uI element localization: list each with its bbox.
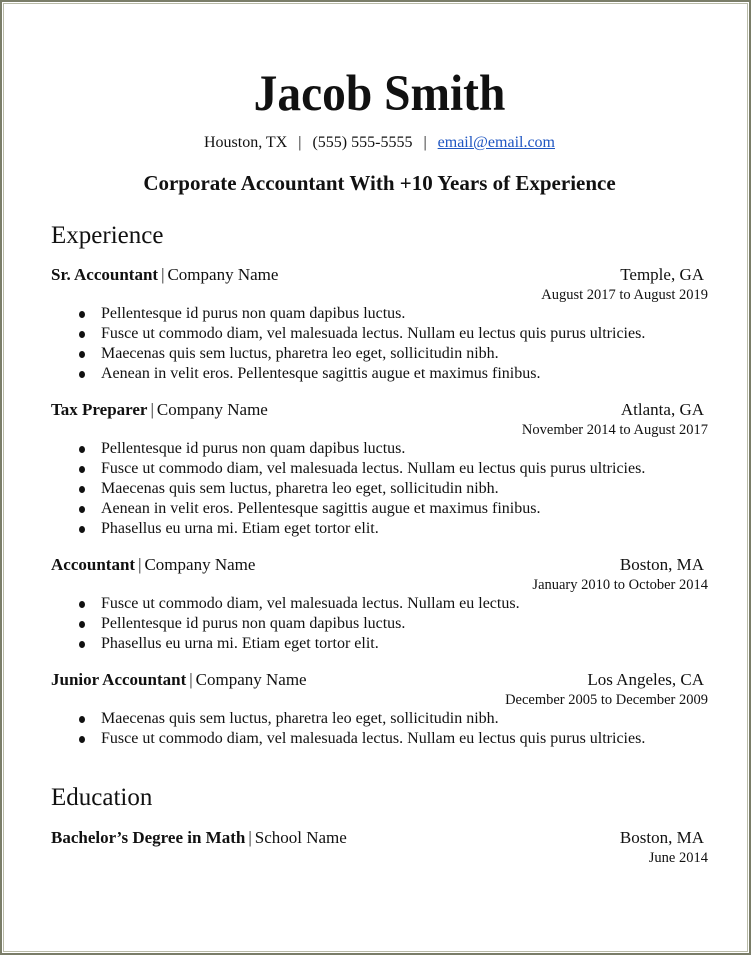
job-bullets [51,304,708,384]
list-item: Maecenas quis sem luctus, pharetra leo eget, sollicitudin nibh. [101,479,708,499]
pipe-separator: | [161,265,165,284]
list-item: Pellentesque id purus non quam dapibus luctus. [101,614,708,634]
job-entry [51,400,708,539]
job-entry [51,265,708,384]
list-item: Fusce ut commodo diam, vel malesuada lectus. Nullam eu lectus quis purus ultricies. [101,729,708,749]
education-location: Boston, MA [619,828,704,847]
job-bullets [51,439,708,539]
company-name: Company Name [167,265,279,284]
pipe-separator: | [138,555,142,574]
job-bullets [51,709,708,749]
contact-separator: | [423,134,427,151]
degree-school [51,828,347,848]
list-item: Fusce ut commodo diam, vel malesuada lectus. Nullam eu lectus quis purus ultricies. [101,459,708,479]
job-bullets [51,594,708,654]
company-name: Company Name [156,400,268,419]
job-location: Atlanta, GA [620,400,704,419]
company-name: Company Name [195,670,307,689]
job-title: Junior Accountant [51,670,187,689]
education-header [51,828,708,848]
list-item: Fusce ut commodo diam, vel malesuada lectus. Nullam eu lectus. [101,594,708,614]
section-title-experience: Experience [51,222,164,249]
list-item: Pellentesque id purus non quam dapibus luctus. [101,439,708,459]
pipe-separator: | [248,828,252,847]
job-title-company [51,670,307,690]
list-item: Maecenas quis sem luctus, pharetra leo eget, sollicitudin nibh. [101,709,708,729]
school-name: School Name [254,828,347,847]
degree-title: Bachelor’s Degree in Math [51,828,246,847]
job-header [51,400,708,420]
company-name: Company Name [144,555,256,574]
job-title-company [51,400,268,420]
contact-separator: | [298,134,302,151]
list-item: Pellentesque id purus non quam dapibus luctus. [101,304,708,324]
job-title-company [51,265,278,285]
job-title: Accountant [51,555,136,574]
resume-headline: Corporate Accountant With +10 Years of Experience [143,171,616,195]
list-item: Phasellus eu urna mi. Etiam eget tortor elit. [101,519,708,539]
pipe-separator: | [150,400,154,419]
list-item: Maecenas quis sem luctus, pharetra leo eget, sollicitudin nibh. [101,344,708,364]
education-date: June 2014 [648,850,708,866]
job-location: Boston, MA [619,555,704,574]
education-entry [51,828,708,867]
job-title-company [51,555,255,575]
section-title-education: Education [51,784,153,811]
job-dates: January 2010 to October 2014 [532,577,708,593]
job-entry [51,670,708,749]
job-dates: December 2005 to December 2009 [505,692,708,708]
job-header [51,265,708,285]
job-header [51,670,708,690]
list-item: Phasellus eu urna mi. Etiam eget tortor elit. [101,634,708,654]
list-item: Fusce ut commodo diam, vel malesuada lectus. Nullam eu lectus quis purus ultricies. [101,324,708,344]
contact-line [51,133,708,153]
contact-phone: (555) 555-5555 [312,134,413,151]
list-item: Aenean in velit eros. Pellentesque sagittis augue et maximus finibus. [101,499,708,519]
job-header [51,555,708,575]
pipe-separator: | [189,670,193,689]
job-title: Tax Preparer [51,400,148,419]
job-dates: August 2017 to August 2019 [541,287,708,303]
job-location: Los Angeles, CA [587,670,704,689]
list-item: Aenean in velit eros. Pellentesque sagittis augue et maximus finibus. [101,364,708,384]
job-title: Sr. Accountant [51,265,159,284]
candidate-name: Jacob Smith [253,66,506,122]
job-entry [51,555,708,654]
contact-location: Houston, TX [203,134,288,151]
contact-email-link[interactable]: email@email.com [437,134,555,151]
job-location: Temple, GA [620,265,704,284]
job-dates: November 2014 to August 2017 [521,422,708,438]
